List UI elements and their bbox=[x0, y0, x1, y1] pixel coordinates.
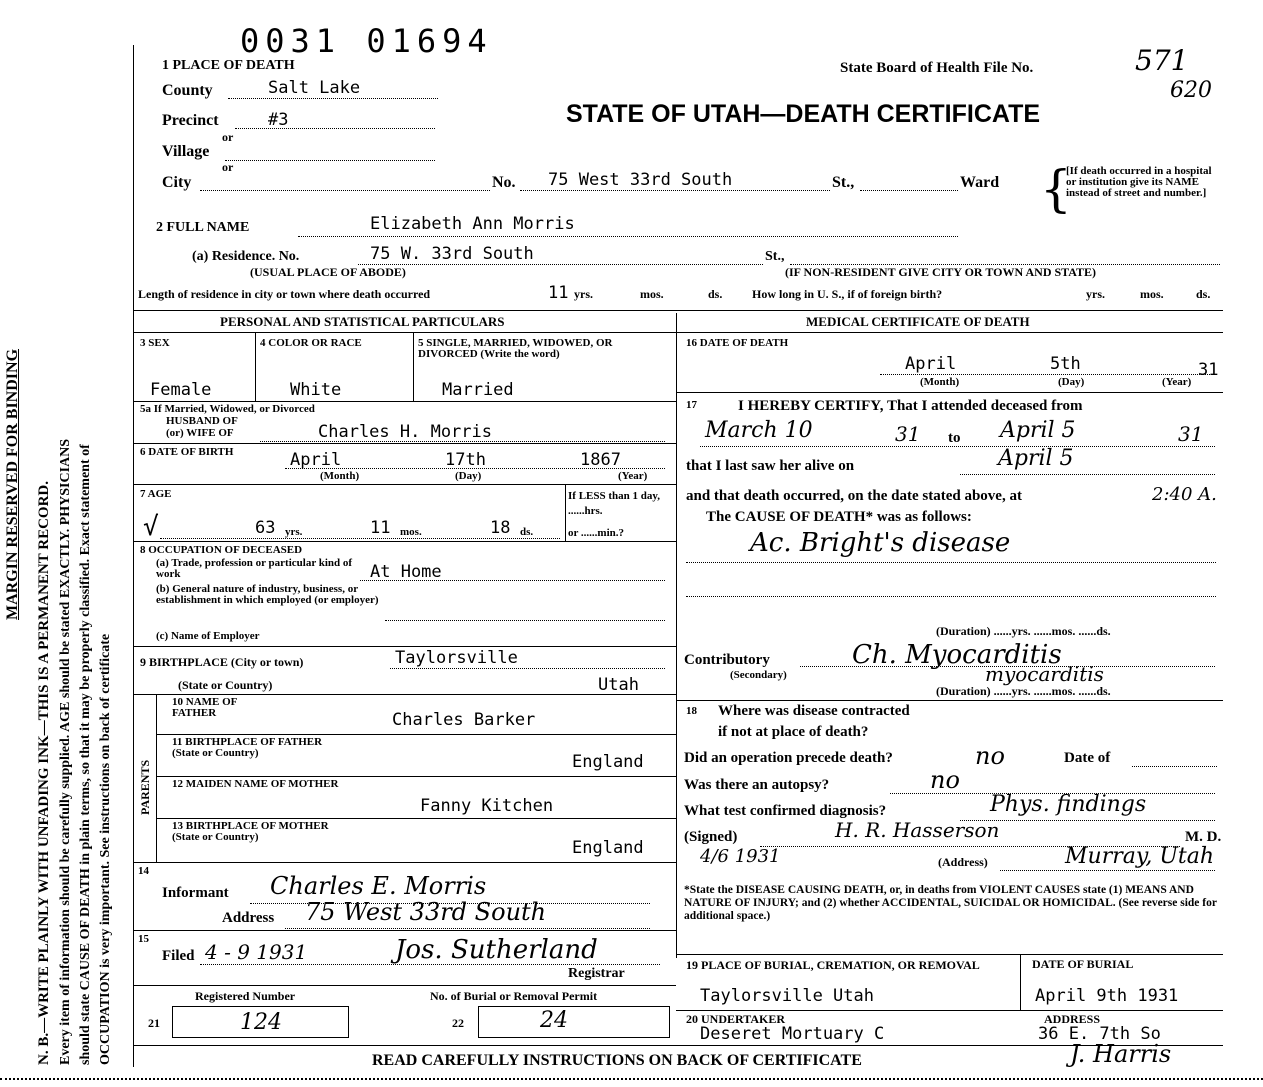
filed-num: 15 bbox=[138, 933, 149, 945]
row-rule-10 bbox=[133, 862, 676, 863]
age-yrs-unit: yrs. bbox=[285, 526, 303, 538]
father-birth-value: England bbox=[572, 752, 644, 772]
dod-label: 16 DATE OF DEATH bbox=[686, 337, 789, 349]
length-yrs-unit: yrs. bbox=[574, 287, 593, 301]
contributory-label: Contributory bbox=[684, 652, 770, 668]
dod-month-unit: (Month) bbox=[920, 376, 960, 388]
und-address-label: ADDRESS bbox=[1044, 1012, 1101, 1026]
occupation-value: At Home bbox=[370, 562, 442, 582]
occupation-b-label: (b) General nature of industry, business, or establishment in which employed (or employer) bbox=[156, 583, 379, 606]
med-rule-1 bbox=[676, 392, 1223, 393]
sex-divider bbox=[255, 333, 256, 401]
burial-permit-label: No. of Burial or Removal Permit bbox=[430, 989, 598, 1003]
cause-value: Ac. Bright's disease bbox=[750, 528, 1011, 558]
physician-signature: H. R. Hasserson bbox=[835, 818, 1000, 842]
address-label: Address bbox=[222, 910, 275, 926]
or-label-1: or bbox=[222, 130, 234, 144]
alive-line bbox=[960, 474, 1215, 475]
physician-address: Murray, Utah bbox=[1065, 844, 1215, 869]
place-heading: 1 PLACE OF DEATH bbox=[162, 58, 295, 73]
burial-place-value: Taylorsville Utah bbox=[700, 986, 874, 1006]
street-value: 75 West 33rd South bbox=[548, 170, 733, 190]
attended-from: March 10 bbox=[705, 418, 813, 443]
burial-place-label: 19 PLACE OF BURIAL, CREMATION, OR REMOVAL bbox=[686, 958, 980, 972]
certificate-number: 0031 01694 bbox=[240, 22, 493, 60]
filed-label: Filed bbox=[162, 948, 195, 964]
row-rule-6 bbox=[133, 694, 676, 695]
duration-label-2: (Duration) ......yrs. ......mos. ......ds. bbox=[936, 684, 1111, 698]
city-line bbox=[200, 190, 490, 191]
row-rule-1 bbox=[133, 401, 676, 402]
certify-num: 17 bbox=[686, 399, 697, 411]
county-label: County bbox=[162, 82, 213, 99]
burial-divider bbox=[1020, 954, 1021, 1010]
city-label: City bbox=[162, 174, 192, 191]
usual-abode: (USUAL PLACE OF ABODE) bbox=[250, 265, 406, 279]
age-check: √ bbox=[143, 512, 159, 542]
marital-value: Married bbox=[442, 380, 514, 400]
bottom-perforation bbox=[0, 1078, 1263, 1080]
dob-year-unit: (Year) bbox=[618, 470, 648, 482]
residence-st-label: St., bbox=[765, 249, 785, 264]
registrar-signature: Jos. Sutherland bbox=[395, 935, 598, 965]
page-title: STATE OF UTAH—DEATH CERTIFICATE bbox=[566, 100, 1041, 128]
contributory-value-2: myocarditis bbox=[985, 662, 1104, 686]
row-rule-3 bbox=[133, 484, 676, 485]
spouse-line bbox=[260, 441, 665, 442]
us-yrs-unit: yrs. bbox=[1086, 287, 1105, 301]
dob-month: April bbox=[290, 450, 342, 470]
burial-mid-rule bbox=[676, 1010, 1223, 1011]
parents-label: PARENTS bbox=[138, 759, 152, 815]
sex-label: 3 SEX bbox=[140, 337, 170, 349]
registrar-label: Registrar bbox=[568, 966, 625, 981]
medical-heading: MEDICAL CERTIFICATE OF DEATH bbox=[806, 314, 1030, 329]
length-yrs: 11 bbox=[548, 283, 569, 303]
dod-day-unit: (Day) bbox=[1058, 376, 1085, 388]
file-no-alt: 620 bbox=[1170, 78, 1212, 103]
birth-city: Taylorsville bbox=[395, 648, 518, 668]
parents-left-rule bbox=[156, 694, 157, 862]
spouse-value: Charles H. Morris bbox=[318, 422, 492, 442]
hospital-note: [If death occurred in a hospital or institution give its NAME instead of street and number.] bbox=[1066, 165, 1212, 199]
mother-value: Fanny Kitchen bbox=[420, 796, 554, 816]
dob-day-unit: (Day) bbox=[455, 470, 482, 482]
und-address-value: 36 E. 7th So bbox=[1038, 1024, 1161, 1044]
dob-line bbox=[285, 468, 665, 469]
operation-value: no bbox=[975, 742, 1005, 770]
burial-permit-value: 24 bbox=[540, 1008, 568, 1033]
undertaker-signature: J. Harris bbox=[1070, 1040, 1172, 1068]
length-label: Length of residence in city or town where death occurred bbox=[138, 287, 431, 301]
informant-label: Informant bbox=[162, 885, 229, 901]
signed-label: (Signed) bbox=[684, 829, 738, 845]
length-mos-unit: mos. bbox=[640, 287, 664, 301]
burial-date-value: April 9th 1931 bbox=[1035, 986, 1179, 1006]
address-line bbox=[285, 928, 650, 929]
row-rule-12 bbox=[133, 985, 676, 986]
precinct-label: Precinct bbox=[162, 112, 219, 129]
age-mos-unit: mos. bbox=[400, 526, 422, 538]
street-line bbox=[520, 190, 830, 191]
full-name-label: 2 FULL NAME bbox=[156, 220, 250, 235]
precinct-value: #3 bbox=[268, 110, 289, 130]
date-of-label: Date of bbox=[1064, 750, 1111, 766]
burial-permit-box bbox=[478, 1006, 670, 1038]
reg-no-label: Registered Number bbox=[195, 989, 296, 1003]
filed-line bbox=[200, 964, 660, 965]
field-21-num: 21 bbox=[148, 1016, 160, 1030]
occupation-b-line bbox=[385, 620, 665, 621]
side-instruction-4: OCCUPATION is very important. See instructions on back of certificate bbox=[98, 633, 113, 1065]
mother-label: 12 MAIDEN NAME OF MOTHER bbox=[172, 778, 339, 790]
sex-value: Female bbox=[150, 380, 212, 400]
less-min: or ......min.? bbox=[568, 527, 625, 539]
autopsy-label: Was there an autopsy? bbox=[684, 777, 830, 793]
age-ds-unit: ds. bbox=[520, 526, 534, 538]
file-no-label: State Board of Health File No. bbox=[840, 60, 1034, 76]
ward-label: Ward bbox=[960, 174, 1000, 191]
personal-heading: PERSONAL AND STATISTICAL PARTICULARS bbox=[220, 314, 505, 329]
dob-year: 1867 bbox=[580, 450, 621, 470]
informant-num: 14 bbox=[138, 865, 149, 877]
informant-value: Charles E. Morris bbox=[270, 872, 487, 900]
color-label: 4 COLOR OR RACE bbox=[260, 337, 362, 349]
duration-label-1: (Duration) ......yrs. ......mos. ......ds. bbox=[936, 624, 1111, 638]
footnote: *State the DISEASE CAUSING DEATH, or, in deaths from VIOLENT CAUSES state (1) MEANS AND NATURE OF INJURY; and (2) whether ACCIDENTAL, SUICIDAL OR HOMICIDAL. (See reverse side for additional space.) bbox=[684, 884, 1217, 922]
occupation-line bbox=[360, 580, 665, 581]
mother-birth-value: England bbox=[572, 838, 644, 858]
row-rule-2 bbox=[133, 443, 676, 444]
md-label: M. D. bbox=[1185, 829, 1222, 845]
dod-year: 31 bbox=[1198, 360, 1219, 380]
personal-heading-rule bbox=[133, 332, 676, 333]
birth-city-line bbox=[390, 668, 665, 669]
death-time-text: and that death occurred, on the date stated above, at bbox=[686, 488, 1022, 504]
occupation-label: 8 OCCUPATION OF DECEASED bbox=[140, 544, 303, 556]
row-rule-7 bbox=[156, 734, 676, 735]
q18-num: 18 bbox=[686, 705, 697, 717]
spouse-label-3: (or) WIFE OF bbox=[166, 427, 234, 439]
color-divider bbox=[413, 333, 414, 401]
attended-to: April 5 bbox=[1000, 418, 1076, 443]
village-label: Village bbox=[162, 143, 210, 160]
date-of-line bbox=[1132, 766, 1217, 767]
residence-label: (a) Residence. No. bbox=[192, 249, 300, 264]
side-instruction-3: should state CAUSE OF DEATH in plain terms, so that it may be properly classified. Exact statement of bbox=[78, 444, 93, 1065]
birth-state: Utah bbox=[598, 675, 639, 695]
med-rule-2 bbox=[676, 700, 1223, 701]
signed-date: 4/6 1931 bbox=[700, 846, 781, 867]
row-rule-5 bbox=[133, 646, 676, 647]
q18-text-2: if not at place of death? bbox=[718, 724, 869, 740]
q18-text: Where was disease contracted bbox=[718, 703, 910, 719]
spouse-label-2: HUSBAND OF bbox=[166, 415, 238, 427]
autopsy-value: no bbox=[930, 766, 960, 794]
top-section-rule bbox=[133, 310, 1223, 311]
field-22-num: 22 bbox=[452, 1016, 464, 1030]
row-rule-9 bbox=[156, 818, 676, 819]
undertaker-value: Deseret Mortuary C bbox=[700, 1024, 885, 1044]
dod-month: April bbox=[905, 354, 957, 374]
dod-day: 5th bbox=[1050, 354, 1081, 374]
burial-date-label: DATE OF BURIAL bbox=[1032, 957, 1134, 971]
contributory-line bbox=[800, 666, 1215, 667]
precinct-line bbox=[235, 128, 435, 129]
mother-birth-label: 13 BIRTHPLACE OF MOTHER (State or Country) bbox=[172, 820, 329, 843]
dod-year-unit: (Year) bbox=[1162, 376, 1192, 388]
margin-binding-text: MARGIN RESERVED FOR BINDING bbox=[4, 348, 21, 620]
row-rule-8 bbox=[156, 776, 676, 777]
attended-to-yr: 31 bbox=[1178, 422, 1204, 446]
last-seen: April 5 bbox=[998, 446, 1074, 471]
dob-label: 6 DATE OF BIRTH bbox=[140, 446, 234, 458]
reg-no-value: 124 bbox=[240, 1010, 282, 1035]
operation-label: Did an operation precede death? bbox=[684, 750, 893, 766]
dob-day: 17th bbox=[445, 450, 486, 470]
informant-address: 75 West 33rd South bbox=[305, 898, 547, 926]
alive-text: that I last saw her alive on bbox=[686, 458, 855, 474]
residence-value: 75 W. 33rd South bbox=[370, 244, 534, 264]
length-ds-unit: ds. bbox=[708, 287, 723, 301]
age-line bbox=[160, 538, 560, 539]
st-label: St., bbox=[832, 174, 855, 191]
county-value: Salt Lake bbox=[268, 78, 361, 98]
occupation-c-label: (c) Name of Employer bbox=[156, 630, 260, 642]
age-yrs: 63 bbox=[255, 518, 276, 538]
ward-line bbox=[860, 190, 958, 191]
cause-line-1 bbox=[686, 562, 1216, 563]
brace-icon: { bbox=[1040, 160, 1072, 218]
no-label: No. bbox=[492, 174, 516, 191]
certify-text: I HEREBY CERTIFY, That I attended deceased from bbox=[738, 398, 1083, 414]
to-label: to bbox=[948, 430, 961, 446]
dob-month-unit: (Month) bbox=[320, 470, 360, 482]
less-label: If LESS than 1 day, ......hrs. bbox=[568, 490, 661, 517]
burial-top-rule bbox=[676, 954, 1223, 955]
side-instruction-2: Every item of information should be carefully supplied. AGE should be stated EXACTLY. PHYSICIANS bbox=[58, 438, 73, 1065]
row-rule-4 bbox=[133, 541, 676, 542]
filed-date: 4 - 9 1931 bbox=[205, 940, 308, 964]
residence-line bbox=[358, 264, 763, 265]
full-name-value: Elizabeth Ann Morris bbox=[370, 214, 575, 234]
secondary-label: (Secondary) bbox=[730, 669, 787, 681]
bottom-rule bbox=[133, 1045, 1223, 1046]
county-line bbox=[228, 98, 438, 99]
side-instruction-1: N. B.—WRITE PLAINLY WITH UNFADING INK—THIS IS A PERMANENT RECORD. bbox=[36, 481, 52, 1065]
nonresident-note: (IF NON-RESIDENT GIVE CITY OR TOWN AND STATE) bbox=[785, 265, 1097, 279]
contributory-value: Ch. Myocarditis bbox=[852, 640, 1062, 670]
center-divider bbox=[676, 313, 677, 958]
us-mos-unit: mos. bbox=[1140, 287, 1164, 301]
form-left-border bbox=[133, 45, 134, 1067]
or-label-2: or bbox=[222, 160, 234, 174]
us-ds-unit: ds. bbox=[1196, 287, 1211, 301]
birth-state-label: (State or Country) bbox=[178, 678, 273, 692]
marital-label: 5 SINGLE, MARRIED, WIDOWED, OR DIVORCED (Write the word) bbox=[418, 337, 613, 360]
undertaker-label: 20 UNDERTAKER bbox=[686, 1012, 786, 1026]
color-value: White bbox=[290, 380, 342, 400]
test-value: Phys. findings bbox=[990, 792, 1147, 817]
attended-from-yr: 31 bbox=[895, 422, 921, 446]
row-rule-11 bbox=[133, 930, 676, 931]
file-no: 571 bbox=[1135, 44, 1189, 77]
cause-line-2 bbox=[686, 596, 1216, 597]
full-name-line bbox=[298, 236, 958, 237]
footer-instructions: READ CAREFULLY INSTRUCTIONS ON BACK OF CERTIFICATE bbox=[372, 1052, 862, 1069]
father-birth-label: 11 BIRTHPLACE OF FATHER (State or Country) bbox=[172, 736, 323, 759]
birthplace-label: 9 BIRTHPLACE (City or town) bbox=[140, 655, 304, 669]
addr-label: (Address) bbox=[938, 855, 988, 869]
father-label: 10 NAME OF FATHER bbox=[172, 696, 237, 719]
cause-label: The CAUSE OF DEATH* was as follows: bbox=[706, 509, 972, 525]
father-value: Charles Barker bbox=[392, 710, 536, 730]
spouse-label-1: 5a If Married, Widowed, or Divorced bbox=[140, 403, 315, 415]
age-mos: 11 bbox=[370, 518, 391, 538]
occupation-a-label: (a) Trade, profession or particular kind of work bbox=[156, 557, 353, 580]
less-divider bbox=[565, 484, 566, 541]
us-label: How long in U. S., if of foreign birth? bbox=[752, 287, 943, 301]
addr-line bbox=[1000, 870, 1215, 871]
age-label: 7 AGE bbox=[140, 488, 172, 500]
test-label: What test confirmed diagnosis? bbox=[684, 803, 887, 819]
village-line bbox=[225, 160, 435, 161]
death-time: 2:40 A. bbox=[1152, 484, 1217, 505]
age-ds: 18 bbox=[490, 518, 511, 538]
attended-line bbox=[700, 446, 1215, 447]
dod-line bbox=[880, 374, 1210, 375]
medical-heading-rule bbox=[676, 332, 1223, 333]
